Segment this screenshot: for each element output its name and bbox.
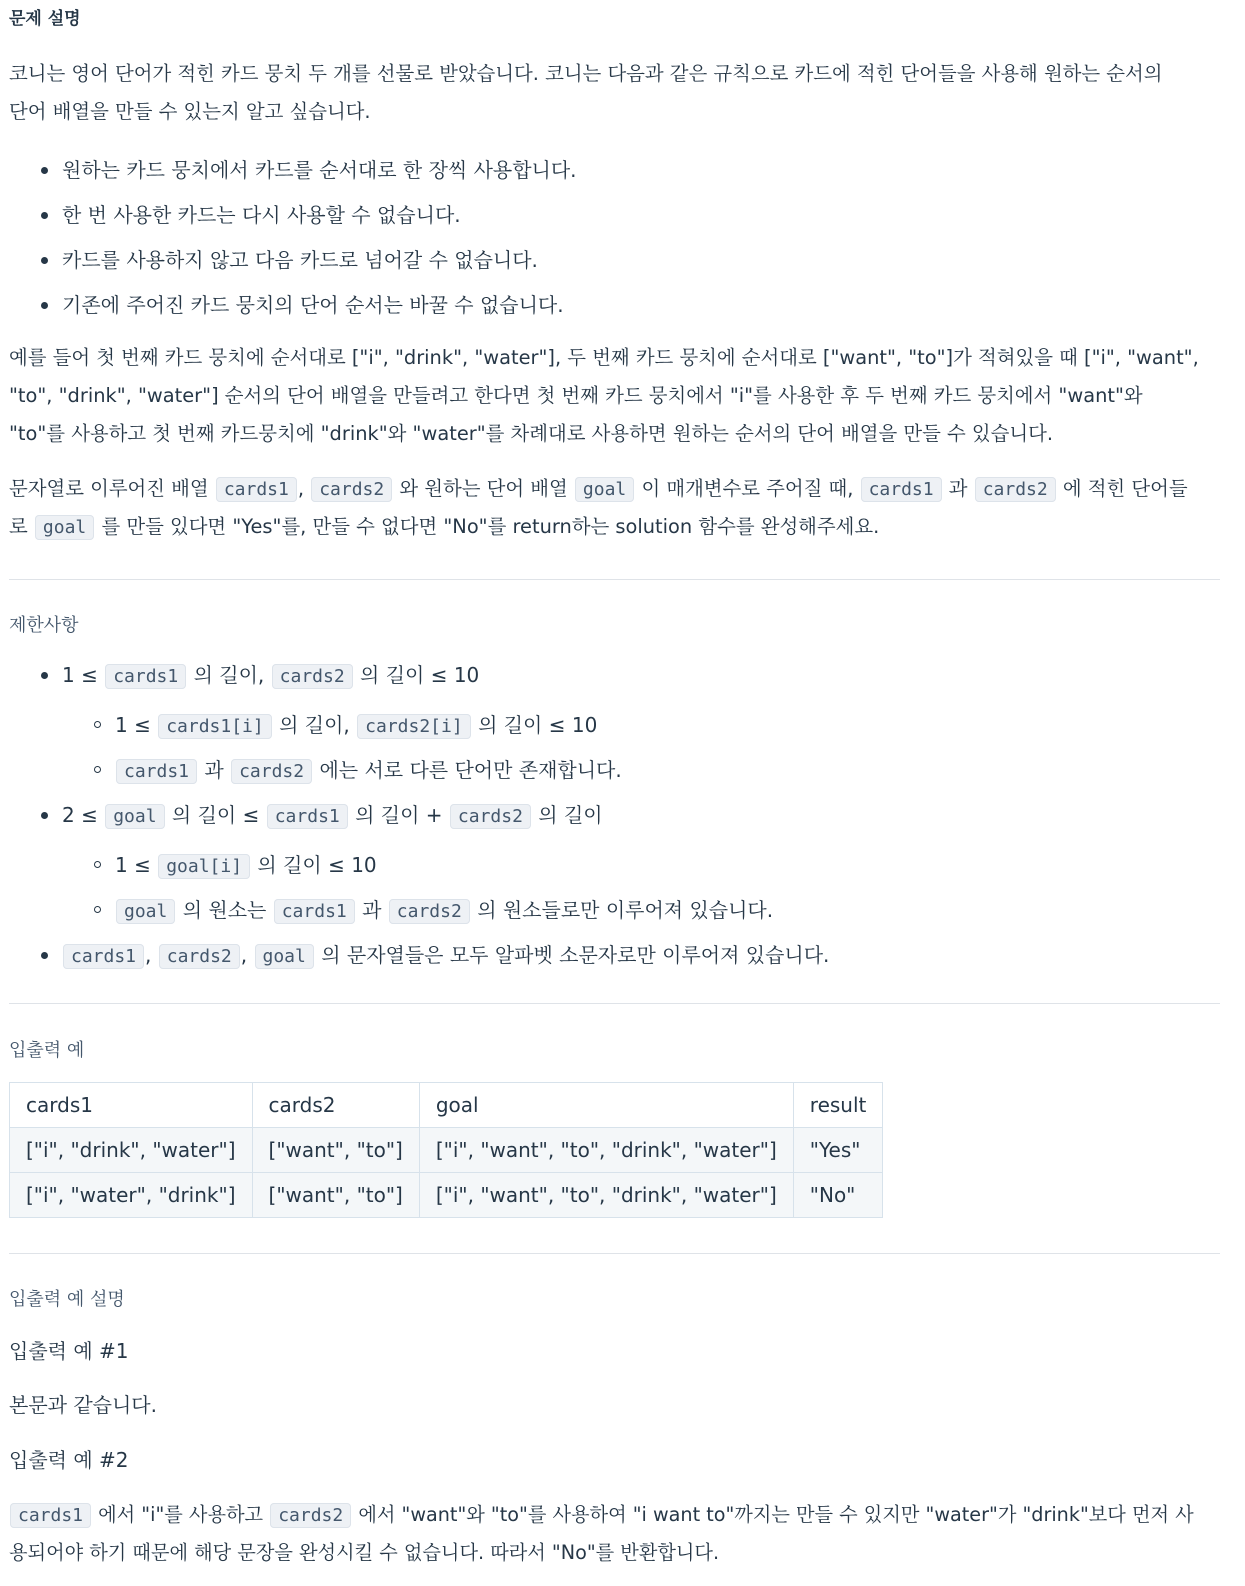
table-cell: ["i", "want", "to", "drink", "water"] <box>419 1128 793 1173</box>
example-1-text: 본문과 같습니다. <box>9 1393 157 1417</box>
column-header: result <box>793 1083 883 1128</box>
section-title-constraints: 제한사항 <box>9 615 79 636</box>
bullet-icon <box>41 812 48 819</box>
column-header: goal <box>419 1083 793 1128</box>
section-title-description: 문제 설명 <box>9 9 81 29</box>
code-goal: goal <box>575 477 634 502</box>
constraint-subitem: 1 ≤ goal[i] 의 길이 ≤ 10 <box>115 853 377 877</box>
section-divider <box>9 579 1220 580</box>
table-row <box>10 1173 883 1218</box>
example-line-3: "to"를 사용하고 첫 번째 카드뭉치에 "drink"와 "water"를 차례대로 사용하면 원하는 순서의 단어 배열을 만들 수 있습니다. <box>9 422 1054 445</box>
constraint-item: cards1 , cards2 , goal 의 문자열들은 모두 알파벳 소문자로만 이루어져 있습니다. <box>62 941 829 971</box>
code-cards2: cards2 <box>159 944 240 969</box>
example-1-title: 입출력 예 #1 <box>9 1339 129 1363</box>
code-cards1: cards1 <box>274 899 355 924</box>
code-cards2: cards2 <box>231 759 312 784</box>
section-divider <box>9 1003 1220 1004</box>
table-row <box>10 1128 883 1173</box>
table-header-row <box>10 1083 883 1128</box>
column-header: cards1 <box>10 1083 253 1128</box>
code-cards1: cards1 <box>861 477 942 502</box>
rule-item: 카드를 사용하지 않고 다음 카드로 넘어갈 수 없습니다. <box>62 248 538 272</box>
code-cards2: cards2 <box>975 477 1056 502</box>
sub-bullet-icon <box>94 766 101 773</box>
constraint-subitem: 1 ≤ cards1[i] 의 길이, cards2[i] 의 길이 ≤ 10 <box>115 713 598 737</box>
sub-bullet-icon <box>94 906 101 913</box>
table-cell: ["want", "to"] <box>252 1173 419 1218</box>
constraint-subitem: goal 의 원소는 cards1 과 cards2 의 원소들로만 이루어져 있습니다. <box>115 896 773 926</box>
code-goal: goal <box>116 899 175 924</box>
table-cell: ["i", "water", "drink"] <box>10 1173 253 1218</box>
bullet-icon <box>41 952 48 959</box>
bullet-icon <box>41 302 48 309</box>
constraint-item: 1 ≤ cards1 의 길이, cards2 의 길이 ≤ 10 <box>62 663 480 687</box>
example-line-2: "to", "drink", "water"] 순서의 단어 배열을 만들려고 한다면 첫 번째 카드 뭉치에서 "i"를 사용한 후 두 번째 카드 뭉치에서 "want"와 <box>9 384 1143 407</box>
example-2-line-2: 용되어야 하기 때문에 해당 문장을 완성시킬 수 없습니다. 따라서 "No"를 반환합니다. <box>9 1541 720 1564</box>
code-goal: goal <box>105 804 164 829</box>
sub-bullet-icon <box>94 861 101 868</box>
example-2-title: 입출력 예 #2 <box>9 1448 129 1472</box>
bullet-icon <box>41 257 48 264</box>
column-header: cards2 <box>252 1083 419 1128</box>
code-cards1: cards1 <box>105 664 186 689</box>
rule-item: 원하는 카드 뭉치에서 카드를 순서대로 한 장씩 사용합니다. <box>62 158 577 182</box>
code-cards2: cards2 <box>389 899 470 924</box>
table-cell: "No" <box>793 1173 883 1218</box>
constraint-subitem: cards1 과 cards2 에는 서로 다른 단어만 존재합니다. <box>115 756 622 786</box>
code-cards1-i: cards1[i] <box>158 714 272 739</box>
example-line-1: 예를 들어 첫 번째 카드 뭉치에 순서대로 ["i", "drink", "water"], 두 번째 카드 뭉치에 순서대로 ["want", "to"]가 적혀있을 때 ["i", "want", <box>9 346 1199 369</box>
table-cell: ["want", "to"] <box>252 1128 419 1173</box>
intro-line-2: 단어 배열을 만들 수 있는지 알고 싶습니다. <box>9 100 371 123</box>
task-line-2: 로 goal 를 만들 있다면 "Yes"를, 만들 수 없다면 "No"를 return하는 solution 함수를 완성해주세요. <box>9 515 880 538</box>
io-example-table <box>9 1082 883 1218</box>
table-cell: ["i", "drink", "water"] <box>10 1128 253 1173</box>
code-cards2: cards2 <box>272 664 353 689</box>
sub-bullet-icon <box>94 721 101 728</box>
task-line-1: 문자열로 이루어진 배열 cards1 , cards2 와 원하는 단어 배열 goal 이 매개변수로 주어질 때, cards1 과 cards2 에 적힌 단어들 <box>9 477 1188 500</box>
constraint-item: 2 ≤ goal 의 길이 ≤ cards1 의 길이 + cards2 의 길이 <box>62 803 603 827</box>
rule-item: 기존에 주어진 카드 뭉치의 단어 순서는 바꿀 수 없습니다. <box>62 293 564 317</box>
section-title-explanation: 입출력 예 설명 <box>9 1289 125 1310</box>
code-cards1: cards1 <box>267 804 348 829</box>
intro-line-1: 코니는 영어 단어가 적힌 카드 뭉치 두 개를 선물로 받았습니다. 코니는 다음과 같은 규칙으로 카드에 적힌 단어들을 사용해 원하는 순서의 <box>9 62 1163 85</box>
code-goal: goal <box>255 944 314 969</box>
code-goal-i: goal[i] <box>158 854 250 879</box>
code-cards2: cards2 <box>311 477 392 502</box>
example-2-line-1: cards1 에서 "i"를 사용하고 cards2 에서 "want"와 "to"를 사용하여 "i want to"까지는 만들 수 있지만 "water"가 "drink"보다 먼저 사 <box>9 1501 1194 1530</box>
code-goal: goal <box>35 515 94 540</box>
code-cards1: cards1 <box>63 944 144 969</box>
rule-item: 한 번 사용한 카드는 다시 사용할 수 없습니다. <box>62 203 461 227</box>
code-cards1: cards1 <box>116 759 197 784</box>
code-cards1: cards1 <box>216 477 297 502</box>
table-cell: ["i", "want", "to", "drink", "water"] <box>419 1173 793 1218</box>
code-cards2-i: cards2[i] <box>357 714 471 739</box>
bullet-icon <box>41 672 48 679</box>
section-title-io: 입출력 예 <box>9 1040 85 1061</box>
code-cards2: cards2 <box>270 1503 351 1528</box>
table-cell: "Yes" <box>793 1128 883 1173</box>
bullet-icon <box>41 167 48 174</box>
bullet-icon <box>41 212 48 219</box>
code-cards1: cards1 <box>10 1503 91 1528</box>
code-cards2: cards2 <box>450 804 531 829</box>
section-divider <box>9 1253 1220 1254</box>
